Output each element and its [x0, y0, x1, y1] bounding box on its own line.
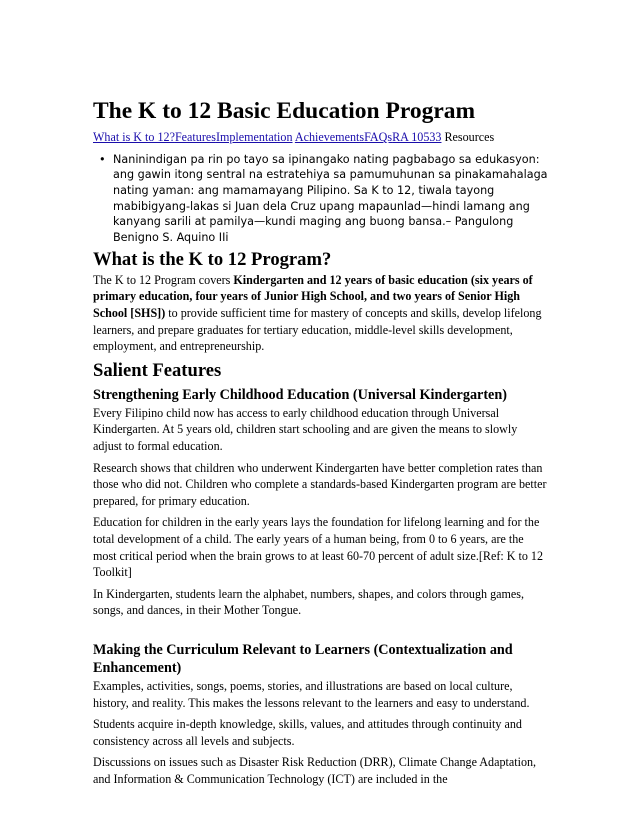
curriculum-heading: Making the Curriculum Relevant to Learners (Contextualization and Enhancement)	[93, 641, 513, 676]
kindergarten-heading: Strengthening Early Childhood Education (Universal Kindergarten)	[93, 386, 507, 403]
kindergarten-paragraph-3: Education for children in the early years lays the foundation for lifelong learning and for the total development of a child. The early years of a human being, from 0 to 6 years, are the most critical period when the brain grows to at least 60-70 percent of adult size.[Ref: K to 12 Toolkit]	[93, 515, 544, 580]
nav-link-faqs[interactable]: FAQs	[364, 130, 393, 144]
nav-link-achievements[interactable]: Achievements	[294, 130, 365, 144]
curriculum-paragraph-2: Students acquire in-depth knowledge, skills, values, and attitudes through continuity and consistency across all levels and subjects.	[93, 717, 522, 748]
what-is-heading: What is the K to 12 Program?	[93, 248, 332, 270]
kindergarten-paragraph-2: Research shows that children who underwent Kindergarten have better completion rates than those who did not. Children who complete a standards-based Kindergarten program are better prepared, for primary education.	[93, 460, 547, 508]
what-is-text-end: to provide sufficient time for mastery of concepts and skills, develop lifelong learners, and prepare graduates for tertiary education, middle-level skills development, employment, and entrepreneurship.	[93, 306, 542, 354]
nav-link-implementation[interactable]: Implementation	[215, 130, 293, 144]
quote-text: Naninindigan pa rin po tayo sa ipinangako nating pagbabago sa edukasyon: ang gawin itong sentral na estratehiya sa pamumuhunan sa pinakamahalaga nating yaman: ang mamamayang Pilipino. Sa K to 12, tiwala tayong mabibigyang-lakas si Juan dela Cruz upang mapaunlad—hindi lamang ang kanyang sarili at pamilya—kundi maging ang buong bansa.– Pangulong Benigno S. Aquino IIi	[113, 152, 548, 245]
what-is-text-bold: Kindergarten and 12 years of basic education (six years of primary education, four years of Junior High School, and two years of Senior High School [SHS])	[93, 272, 533, 320]
quote-list-item	[93, 152, 548, 246]
nav-link-what-is[interactable]: What is K to 12?	[93, 130, 175, 144]
nav-resources-text: Resources	[441, 130, 495, 144]
curriculum-paragraph-3: Discussions on issues such as Disaster Risk Reduction (DRR), Climate Change Adaptation, and Information & Communication Technology (ICT) are included in the	[93, 755, 537, 786]
what-is-paragraph	[93, 272, 548, 355]
kindergarten-paragraph-4: In Kindergarten, students learn the alphabet, numbers, shapes, and colors through games, songs, and dances, in their Mother Tongue.	[93, 586, 525, 618]
kindergarten-paragraph-1: Every Filipino child now has access to early childhood education through Universal Kindergarten. At 5 years old, children start schooling and are given the means to slowly adjust to formal education.	[93, 405, 518, 453]
curriculum-paragraph-1: Examples, activities, songs, poems, stories, and illustrations are based on local culture, history, and reality. This makes the lessons relevant to the learners and easy to understand.	[93, 678, 530, 710]
salient-features-heading: Salient Features	[93, 359, 222, 381]
document-page	[93, 98, 548, 792]
nav-link-ra-10533[interactable]: RA 10533	[392, 130, 442, 144]
bullet-icon: •	[99, 152, 106, 166]
what-is-text-start: The K to 12 Program covers	[93, 272, 234, 287]
nav-link-features[interactable]: Features	[174, 130, 216, 144]
page-title: The K to 12 Basic Education Program	[93, 98, 476, 124]
section-nav	[93, 129, 548, 146]
